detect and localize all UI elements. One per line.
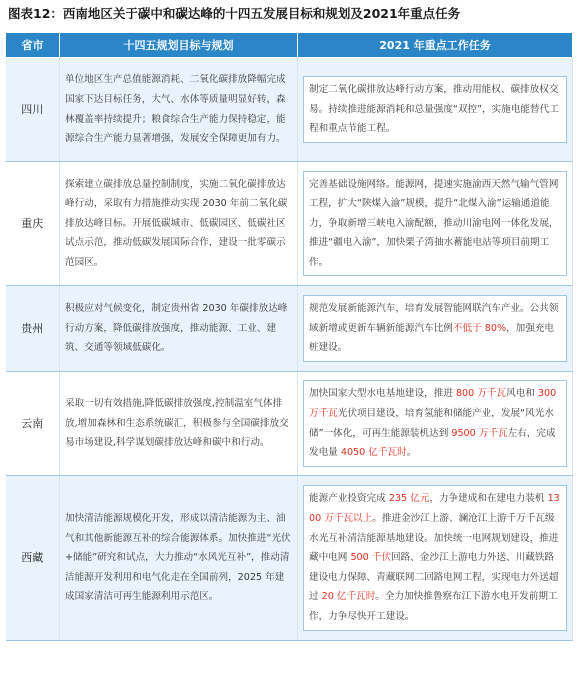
figure-title: 图表12：西南地区关于碳中和碳达峰的十四五发展目标和规划及2021年重点任务 [8, 6, 461, 21]
plan-cell: 探索建立碳排放总量控制制度，实施二氧化碳排放达峰行动，采取有力措施推动实现 2030 年前二氧化碳排放达峰目标。开展低碳城市、低碳园区、低碳社区试点示范，推动低碳发展国际合作，建设一批零碳示范园区。 [60, 162, 298, 286]
tasks-cell [298, 476, 573, 641]
tasks-cell [298, 58, 573, 162]
tasks-cell [298, 286, 573, 372]
highlight-figure: 300 万千瓦 [309, 388, 557, 419]
plan-cell: 单位地区生产总值能源消耗、二氧化碳排放降幅完成国家下达目标任务，大气、水体等质量明显好转，森林覆盖率持续提升；粮食综合生产能力保持稳定，能源综合生产能力显著增强，发展安全保障更加有力。 [60, 58, 298, 162]
province-cell: 贵州 [6, 286, 60, 372]
task-text: 风电和 [506, 388, 538, 400]
province-cell: 重庆 [6, 162, 60, 286]
task-text: ，加强充电桩建设。 [309, 322, 555, 354]
highlight-figure: 1300 万千瓦以上 [309, 493, 560, 525]
province-cell: 四川 [6, 58, 60, 162]
header-tasks: 2021 年重点工作任务 [298, 33, 573, 58]
highlight-figure: 不低于 80% [452, 322, 507, 334]
task-text: 光伏项目建设，培育氢能和储能产业，发展“风光水储”一体化，可再生能源装机达到 [309, 407, 554, 439]
table-row [6, 286, 573, 372]
province-cell: 西藏 [6, 476, 60, 641]
highlight-figure: 235 亿元 [388, 493, 430, 505]
targets-table [5, 32, 573, 641]
tasks-cell [298, 162, 573, 286]
task-text: 制定二氧化碳排放达峰行动方案，推动用能权、碳排放权交易。持续推进能源消耗和总量强度“双控”，实施电能替代工程和重点节能工程。 [309, 84, 559, 135]
table-header-row [6, 33, 573, 58]
task-text: 。全力加快推鲁察布江下游水电开发前期工作，力争尽快开工建设。 [309, 591, 558, 622]
province-cell: 云南 [6, 372, 60, 476]
header-plan: 十四五规划目标与规划 [60, 33, 298, 58]
table-row [6, 476, 573, 641]
task-text: ，力争建成和在建电力装机 [429, 493, 548, 505]
highlight-figure: 20 亿千瓦时 [321, 591, 376, 603]
task-text: 规范发展新能源汽车，培育发展智能网联汽车产业。公共领域新增或更新车辆新能源汽车比例 [309, 303, 559, 334]
plan-cell: 采取一切有效措施,降低碳排放强度,控制温室气体排放,增加森林和生态系统碳汇，积极参与全国碳排放交易市场建设,科学谋划碳排放达峰和碳中和行动。 [60, 372, 298, 476]
tasks-box [303, 380, 567, 466]
highlight-figure: 500 千伏 [350, 552, 391, 564]
tasks-cell [298, 372, 573, 476]
highlight-figure: 4050 亿千瓦时 [340, 447, 407, 459]
highlight-figure: 800 万千瓦 [452, 388, 507, 400]
task-text: 左右，完成发电量 [309, 427, 556, 459]
highlight-figure: 9500 万千瓦 [448, 427, 508, 439]
header-province: 省市 [6, 33, 60, 58]
plan-cell: 积极应对气候变化，制定贵州省 2030 年碳排放达峰行动方案，降低碳排放强度，推动能源、工业、建筑、交通等领域低碳化。 [60, 286, 298, 372]
task-text: 。推进金沙江上游、澜沧江上游千万千瓦级水光互补清洁能源基地建设。加快统一电网规划建设，推进藏中电网 [309, 513, 559, 564]
task-text: 回路、金沙江上游电力外送、川藏铁路建设电力保障、青藏联网二回路电网工程，实现电力外送超过 [309, 552, 559, 603]
table-row [6, 58, 573, 162]
task-text: 。 [406, 447, 417, 459]
tasks-box [303, 295, 567, 362]
tasks-box [303, 76, 567, 143]
table-row [6, 372, 573, 476]
task-text: 加快国家大型水电基地建设，推进 [309, 388, 453, 400]
table-row [6, 162, 573, 286]
tasks-box [303, 485, 567, 630]
tasks-box [303, 171, 567, 277]
plan-cell: 加快清洁能源规模化开发，形成以清洁能源为主、油气和其他新能源互补的综合能源体系。加快推进“光伏+储能”研究和试点，大力推动“水风光互补”，推动清洁能源开发利用和电气化走在全国前列，2025 年建成国家清洁可再生能源利用示范区。 [60, 476, 298, 641]
task-text: 完善基础设施网络。能源网，提速实施渝西天然气输气管网工程，扩大“陕煤入渝”规模，提升“北煤入渝”运输通道能力，争取新增三峡电入渝配额，推动川渝电网一体化发展，推进“疆电入渝”，加快栗子湾抽水蓄能电站等项目前期工作。 [309, 178, 559, 268]
task-text: 能源产业投资完成 [309, 493, 389, 505]
